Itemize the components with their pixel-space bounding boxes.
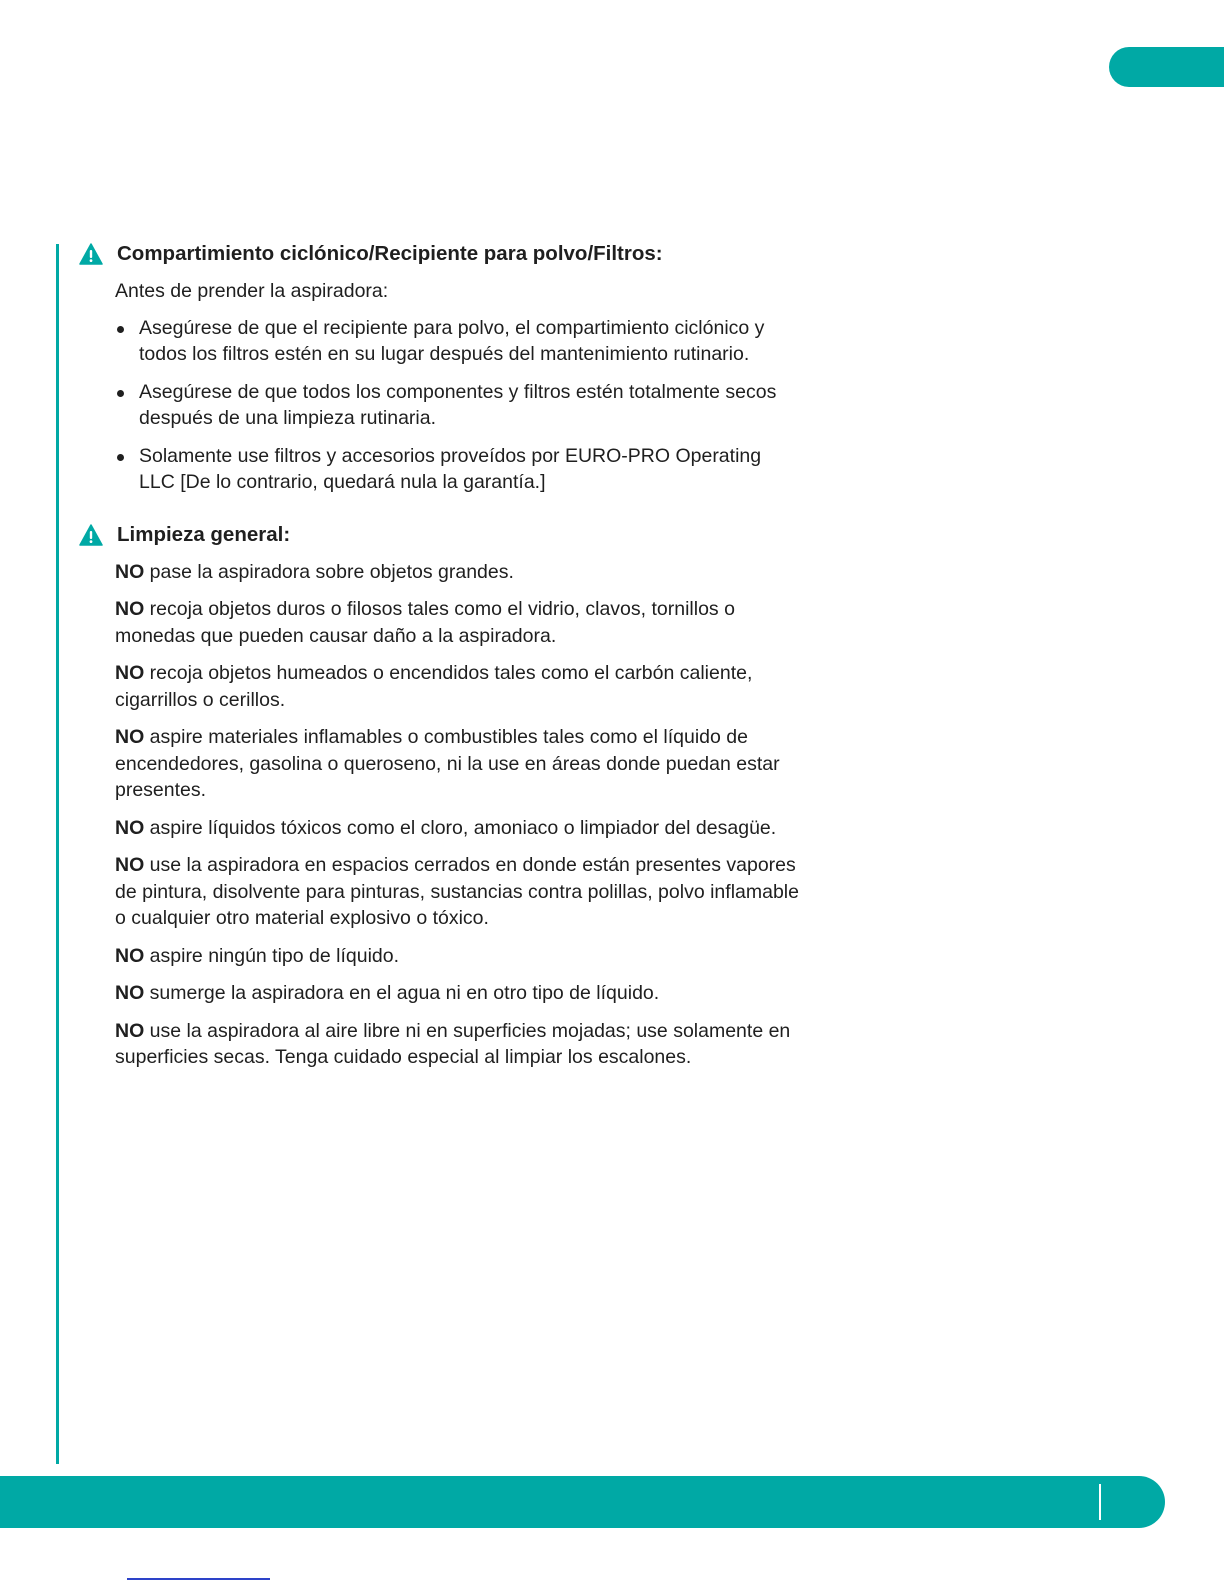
warning-text: sumerge la aspiradora en el agua ni en otro tipo de líquido. bbox=[144, 982, 660, 1004]
warning-triangle-icon bbox=[79, 524, 103, 546]
warning-paragraph bbox=[115, 724, 800, 804]
warning-text: aspire líquidos tóxicos como el cloro, amoniaco o limpiador del desagüe. bbox=[144, 816, 777, 839]
warning-lead: NO bbox=[115, 982, 145, 1004]
bullet-dot-icon bbox=[117, 326, 124, 333]
safety-content bbox=[79, 240, 799, 1082]
warning-lead: NO bbox=[115, 1019, 145, 1042]
list-item-text: Asegúrese de que todos los componentes y filtros estén totalmente secos después de una limpieza rutinaria. bbox=[139, 380, 777, 429]
warning-lead: NO bbox=[115, 944, 145, 967]
list-item bbox=[115, 315, 800, 368]
footer-divider bbox=[1099, 1484, 1101, 1520]
list-item-text: Asegúrese de que el recipiente para polvo, el compartimiento ciclónico y todos los filtros estén en su lugar después del mantenimiento rutinario. bbox=[139, 316, 765, 365]
list-item-text: Solamente use filtros y accesorios proveídos por EURO-PRO Operating LLC [De lo contrario, quedará nula la garantía.] bbox=[139, 444, 762, 493]
section-heading-text: Compartimiento ciclónico/Recipiente para polvo/Filtros: bbox=[117, 242, 663, 265]
warning-paragraph bbox=[115, 852, 800, 932]
warning-lead: NO bbox=[115, 662, 145, 684]
warning-lead: NO bbox=[115, 598, 145, 620]
warning-paragraph bbox=[115, 815, 800, 842]
warning-text: aspire ningún tipo de líquido. bbox=[144, 944, 400, 967]
bullet-list bbox=[115, 315, 800, 496]
warning-lead: NO bbox=[115, 854, 145, 876]
warning-lead: NO bbox=[115, 816, 145, 839]
left-accent-rule bbox=[56, 244, 59, 1464]
warning-paragraph bbox=[115, 1018, 800, 1071]
warning-text: recoja objetos humeados o encendidos tales como el carbón caliente, cigarrillos o cerillos. bbox=[115, 662, 753, 711]
section-heading-general-cleaning bbox=[79, 521, 799, 549]
section-body-cyclonic bbox=[115, 278, 800, 496]
section-intro: Antes de prender la aspiradora: bbox=[115, 280, 389, 302]
bottom-link-underline bbox=[127, 1578, 270, 1580]
section-heading-text: Limpieza general: bbox=[117, 522, 291, 546]
footer-band bbox=[0, 1476, 1165, 1528]
warning-text: use la aspiradora al aire libre ni en superficies mojadas; use solamente en superficies secas. Tenga cuidado especial al limpiar los escalones. bbox=[115, 1019, 791, 1068]
warning-lead: NO bbox=[115, 726, 145, 748]
warning-text: aspire materiales inflamables o combustibles tales como el líquido de encendedores, gasolina o queroseno, ni la use en áreas donde puedan estar presentes. bbox=[115, 726, 780, 801]
warning-text: use la aspiradora en espacios cerrados en donde están presentes vapores de pintura, disolvente para pinturas, sustancias contra polillas, polvo inflamable o cualquier otro material explosivo o tóxico. bbox=[115, 854, 799, 929]
warning-paragraph bbox=[115, 660, 800, 713]
top-tab-marker bbox=[1109, 47, 1224, 87]
section-heading-cyclonic bbox=[79, 240, 799, 268]
warning-paragraph bbox=[115, 596, 800, 649]
bullet-dot-icon bbox=[117, 390, 124, 397]
warning-text: pase la aspiradora sobre objetos grandes. bbox=[144, 560, 514, 583]
list-item bbox=[115, 379, 800, 432]
bullet-dot-icon bbox=[117, 454, 124, 461]
warning-paragraph bbox=[115, 980, 800, 1007]
section-body-general-cleaning bbox=[115, 559, 800, 1071]
warning-paragraph bbox=[115, 943, 800, 970]
warning-text: recoja objetos duros o filosos tales como el vidrio, clavos, tornillos o monedas que pueden causar daño a la aspiradora. bbox=[115, 598, 735, 647]
list-item bbox=[115, 443, 800, 496]
warning-triangle-icon bbox=[79, 243, 103, 265]
warning-lead: NO bbox=[115, 560, 145, 583]
warning-paragraph bbox=[115, 559, 800, 586]
